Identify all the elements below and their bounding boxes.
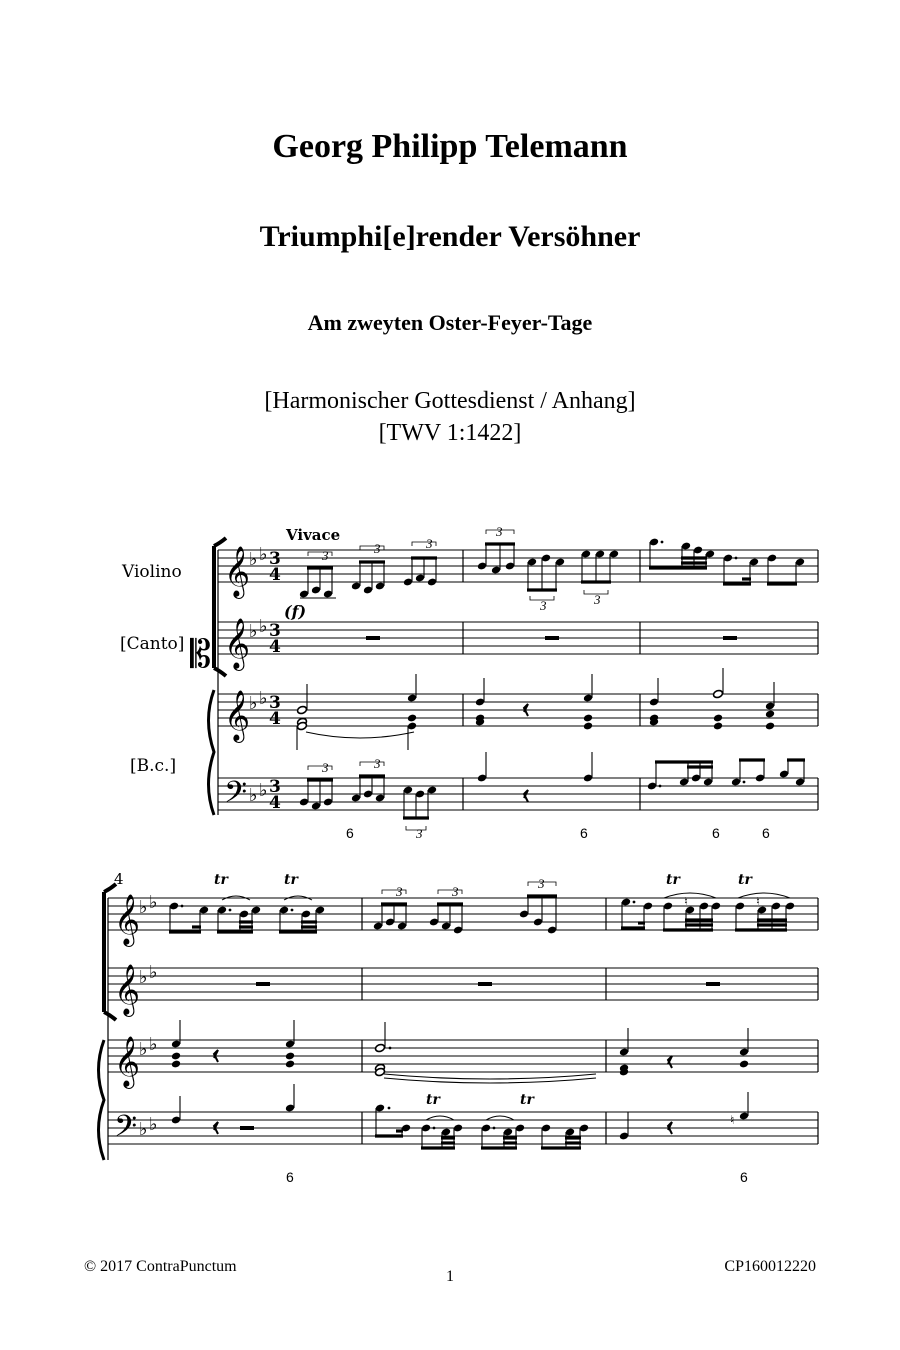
time-sig-bottom: 4: [269, 793, 281, 813]
treble-clef-icon: 𝄞: [224, 690, 251, 741]
svg-text:3: 3: [426, 536, 433, 551]
violin-measure-3: [649, 538, 805, 584]
time-sig-top: 3: [269, 549, 281, 569]
violin-measure-6: [621, 872, 795, 930]
time-sig-top: 3: [269, 777, 281, 797]
treble-clef-icon: 𝄞: [114, 964, 141, 1015]
flat-icon: ♭: [249, 621, 258, 642]
time-sig-bottom: 4: [269, 709, 281, 729]
svg-text:3: 3: [374, 541, 381, 556]
flat-icon: ♭: [149, 1034, 158, 1055]
flat-icon: ♭: [149, 962, 158, 983]
flat-icon: ♭: [249, 549, 258, 570]
treble-clef-icon: 𝄞: [114, 894, 141, 945]
piano-brace: [99, 1040, 105, 1160]
flat-icon: ♭: [259, 688, 268, 709]
catalog-code: CP160012220: [724, 1258, 816, 1275]
trill-marking: tr: [426, 1092, 440, 1108]
svg-text:3: 3: [538, 876, 545, 891]
bass-measure-1: [299, 756, 437, 841]
flat-icon: ♭: [139, 1039, 148, 1060]
whole-rest-icon: [256, 982, 270, 986]
whole-rest-icon: [478, 982, 492, 986]
flat-icon: ♭: [249, 693, 258, 714]
svg-text:3: 3: [540, 598, 547, 613]
half-rest-icon: [240, 1126, 254, 1130]
violin-measure-5: [373, 876, 557, 934]
violin-measure-4: [169, 872, 325, 932]
work-title: Triumphi[e]render Versöhner: [259, 220, 641, 253]
part-label-canto: [Canto]: [120, 634, 185, 654]
violin-measure-1: [299, 536, 437, 598]
figured-bass: 6: [762, 825, 770, 841]
collection-line: [Harmonischer Gottesdienst / Anhang]: [264, 388, 636, 414]
composer-name: Georg Philipp Telemann: [272, 128, 628, 165]
measure-number: 4: [114, 870, 124, 888]
soprano-clef-icon: 𝄡: [190, 632, 212, 676]
svg-text:3: 3: [322, 760, 329, 775]
page-number: 1: [446, 1268, 454, 1285]
treble-clef-icon: 𝄞: [224, 546, 251, 597]
whole-rest-icon: [545, 636, 559, 640]
svg-text:3: 3: [396, 884, 403, 899]
flat-icon: ♭: [139, 897, 148, 918]
whole-rest-icon: [723, 636, 737, 640]
time-sig-bottom: 4: [269, 565, 281, 585]
staff-bc-treble: [218, 694, 818, 726]
svg-text:3: 3: [374, 756, 381, 771]
bc-treble-chords: [297, 668, 776, 750]
flat-icon: ♭: [149, 1114, 158, 1135]
natural-icon: ♮: [756, 895, 760, 908]
flat-icon: ♭: [149, 892, 158, 913]
figured-bass: 6: [580, 825, 588, 841]
whole-rest-icon: [706, 982, 720, 986]
bass-clef-icon: 𝄢: [224, 776, 248, 817]
figured-bass: 6: [346, 825, 354, 841]
natural-icon: ♮: [684, 895, 688, 908]
treble-clef-icon: 𝄞: [224, 618, 251, 669]
svg-text:3: 3: [496, 524, 503, 539]
part-label-bc: [B.c.]: [130, 756, 177, 776]
flat-icon: ♭: [259, 780, 268, 801]
occasion-subtitle: Am zweyten Oster-Feyer-Tage: [307, 310, 593, 335]
flat-icon: ♭: [259, 544, 268, 565]
copyright-notice: © 2017 ContraPunctum: [84, 1258, 237, 1275]
trill-marking: tr: [666, 872, 680, 888]
time-sig-bottom: 4: [269, 637, 281, 657]
whole-rest-icon: [366, 636, 380, 640]
bass-measure-4: [171, 1084, 295, 1134]
flat-icon: ♭: [139, 967, 148, 988]
trill-marking: tr: [738, 872, 752, 888]
figured-bass: 6: [712, 825, 720, 841]
svg-text:3: 3: [594, 592, 601, 607]
flat-icon: ♭: [259, 616, 268, 637]
svg-text:3: 3: [322, 548, 329, 563]
bass-clef-icon: 𝄢: [114, 1110, 138, 1151]
flat-icon: ♭: [139, 1119, 148, 1140]
violin-measure-2: [477, 524, 619, 613]
catalog-line: [TWV 1:1422]: [378, 420, 522, 446]
trill-marking: tr: [214, 872, 228, 888]
dynamic-marking: (f): [284, 602, 307, 621]
svg-text:3: 3: [452, 884, 459, 899]
bc-treble-chords-2: [171, 1020, 749, 1083]
tempo-marking: Vivace: [286, 526, 341, 544]
time-sig-top: 3: [269, 621, 281, 641]
piano-brace: [209, 690, 215, 815]
time-sig-top: 3: [269, 693, 281, 713]
flat-icon: ♭: [249, 785, 258, 806]
figured-bass: 6: [740, 1169, 748, 1185]
treble-clef-icon: 𝄞: [114, 1036, 141, 1087]
figured-bass: 6: [286, 1169, 294, 1185]
svg-text:3: 3: [416, 826, 423, 841]
bass-measure-6: [619, 1092, 749, 1140]
trill-marking: tr: [520, 1092, 534, 1108]
natural-icon: ♮: [730, 1113, 735, 1127]
part-label-violino: Violino: [122, 562, 182, 582]
trill-marking: tr: [284, 872, 298, 888]
